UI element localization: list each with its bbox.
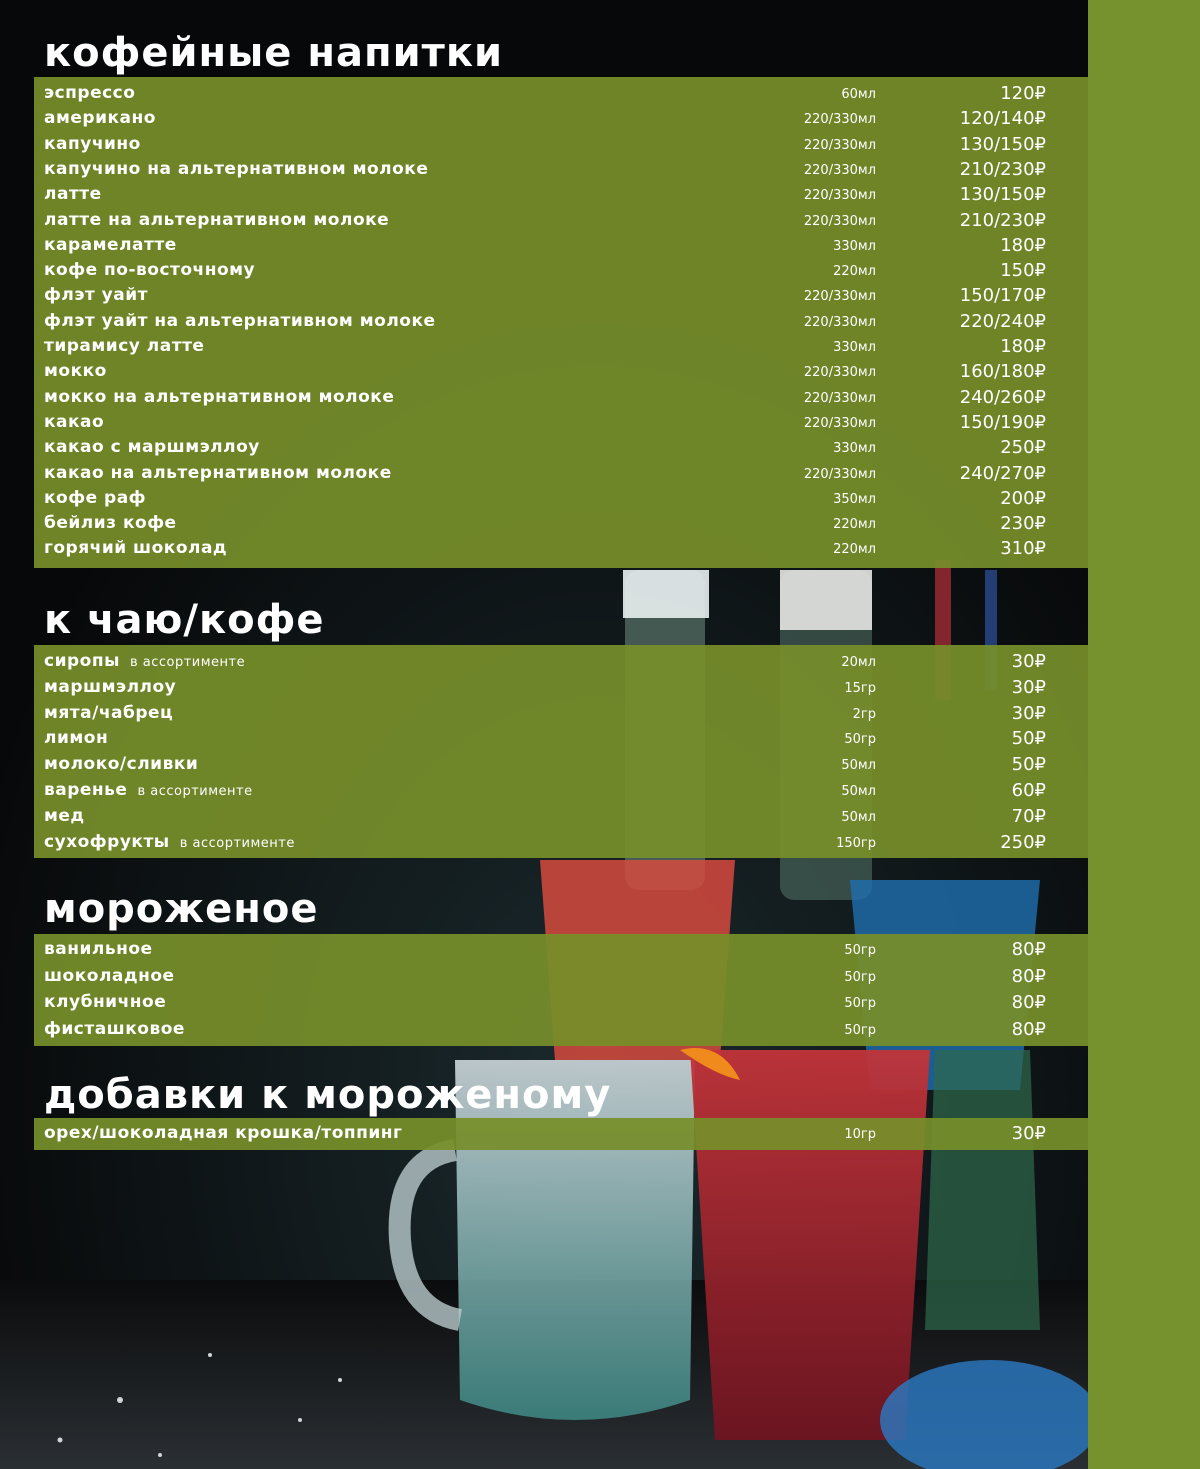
menu-item [34, 334, 1088, 359]
menu-item-volume: 50гр [844, 969, 876, 985]
menu-item-volume: 50мл [841, 758, 876, 774]
menu-item-price: 120₽ [1000, 83, 1046, 104]
menu-item-price: 240/270₽ [959, 462, 1046, 484]
menu-item-volume: 220/330мл [803, 188, 876, 204]
menu-item [34, 435, 1088, 460]
menu-item-name: латте на альтернативном молоке [44, 209, 390, 230]
menu-item-volume: 330мл [833, 340, 876, 355]
menu-item [34, 208, 1088, 233]
menu-item-price: 250₽ [1000, 831, 1046, 853]
menu-item-name: латте [44, 184, 102, 205]
menu-item [34, 536, 1088, 561]
menu-item [34, 511, 1088, 536]
menu-item [34, 258, 1088, 283]
menu-item-price: 80₽ [1011, 965, 1046, 987]
section-title-ice-cream: мороженое [44, 886, 319, 932]
menu-item [34, 182, 1088, 207]
menu-item-price: 30₽ [1011, 702, 1046, 724]
side-accent-strip [1088, 0, 1200, 1469]
menu-item-name: капучино [44, 133, 141, 154]
menu-item [34, 726, 1088, 751]
menu-item-name: орех/шоколадная крошка/топпинг [44, 1123, 403, 1143]
section-title-tea-extras: к чаю/кофе [44, 597, 325, 643]
menu-item-volume: 220/330мл [803, 112, 876, 128]
menu-item [34, 804, 1088, 829]
menu-item [34, 359, 1088, 384]
menu-item-volume: 150гр [836, 835, 876, 851]
menu-item-volume: 350мл [833, 491, 876, 507]
menu-item-price: 30₽ [1011, 651, 1046, 672]
menu-item-name: горячий шоколад [44, 538, 228, 559]
menu-item-volume: 220/330мл [803, 289, 876, 305]
menu-item-volume: 50мл [841, 784, 876, 799]
menu-item-name: ванильное [44, 939, 153, 959]
menu-item-volume: 330мл [833, 238, 876, 254]
menu-item-price: 210/230₽ [959, 209, 1046, 231]
menu-item-price: 250₽ [1000, 437, 1046, 459]
menu-item-price: 180₽ [1000, 234, 1046, 256]
menu-item [34, 283, 1088, 308]
menu-item-name: эспрессо [44, 83, 136, 103]
menu-item-volume: 2гр [852, 706, 876, 722]
menu-item [34, 1121, 1088, 1146]
menu-item [34, 233, 1088, 258]
menu-item-price: 30₽ [1011, 1123, 1046, 1144]
toppings-menu-band [34, 1118, 1088, 1150]
menu-item-volume: 220мл [833, 542, 876, 558]
menu-item-price: 210/230₽ [959, 158, 1046, 180]
menu-item [34, 778, 1088, 803]
menu-item [34, 990, 1088, 1015]
menu-item-volume: 220мл [833, 264, 876, 280]
menu-item-price: 230₽ [1000, 513, 1046, 535]
menu-item-price: 200₽ [1000, 487, 1046, 509]
menu-item-price: 160/180₽ [959, 361, 1046, 383]
menu-item [34, 309, 1088, 334]
menu-item [34, 675, 1088, 700]
menu-item-name: какао с маршмэллоу [44, 437, 260, 458]
menu-item-price: 240/260₽ [959, 386, 1046, 408]
menu-item [34, 410, 1088, 435]
menu-item [34, 649, 1088, 674]
menu-item-price: 80₽ [1011, 992, 1046, 1013]
menu-item-name: лимон [44, 728, 109, 749]
menu-item-volume: 50гр [844, 732, 876, 748]
menu-item-name: какао [44, 411, 105, 432]
menu-item-name: мята/чабрец [44, 702, 174, 723]
menu-item-volume: 60мл [841, 87, 876, 102]
menu-item-volume: 220/330мл [803, 137, 876, 153]
menu-item [34, 830, 1088, 855]
menu-item-name: мед [44, 805, 85, 826]
menu-item-name: тирамису латте [44, 336, 205, 356]
menu-item-price: 150/190₽ [959, 411, 1046, 433]
menu-item-price: 130/150₽ [959, 133, 1046, 155]
menu-item-price: 150/170₽ [959, 285, 1046, 307]
menu-item-volume: 50гр [844, 943, 876, 958]
menu-item [34, 486, 1088, 511]
menu-item-volume: 220мл [833, 517, 876, 533]
menu-item-name: кофе раф [44, 487, 147, 508]
menu-item [34, 964, 1088, 989]
menu-item-name: шоколадное [44, 965, 175, 986]
menu-item-volume: 10гр [844, 1127, 876, 1142]
menu-item [34, 132, 1088, 157]
menu-item-name: молоко/сливки [44, 754, 199, 775]
menu-item-price: 50₽ [1011, 754, 1046, 776]
menu-item-name: маршмэллоу [44, 676, 177, 697]
menu-item-name: капучино на альтернативном молоке [44, 158, 429, 179]
menu-item-volume: 50гр [844, 1022, 876, 1038]
menu-item-price: 180₽ [1000, 336, 1046, 357]
menu-item-name: фисташковое [44, 1018, 185, 1039]
ice-cream-menu-band [34, 934, 1088, 1046]
menu-item-price: 80₽ [1011, 939, 1046, 960]
menu-item-name: варенье в ассортименте [44, 780, 253, 800]
menu-item [34, 81, 1088, 106]
menu-item-price: 150₽ [1000, 260, 1046, 282]
menu-item-volume: 220/330мл [803, 390, 876, 406]
menu-item-volume: 220/330мл [803, 213, 876, 229]
menu-item [34, 385, 1088, 410]
menu-item-name: кофе по-восточному [44, 260, 256, 281]
menu-item-volume: 330мл [833, 441, 876, 457]
menu-item-name: бейлиз кофе [44, 513, 177, 534]
menu-item [34, 701, 1088, 726]
menu-item-name: мокко [44, 361, 107, 382]
menu-item-name: какао на альтернативном молоке [44, 462, 392, 483]
menu-item-price: 220/240₽ [959, 310, 1046, 332]
menu-item-name: клубничное [44, 992, 167, 1012]
menu-item-price: 130/150₽ [959, 184, 1046, 206]
menu-item-volume: 15гр [844, 680, 876, 696]
menu-item-name: сиропы в ассортименте [44, 651, 246, 671]
menu-item-note: в ассортименте [137, 784, 253, 799]
menu-item-volume: 220/330мл [803, 365, 876, 381]
menu-item-price: 70₽ [1011, 805, 1046, 827]
menu-item-name: карамелатте [44, 234, 177, 255]
menu-item [34, 461, 1088, 486]
menu-item-name: флэт уайт на альтернативном молоке [44, 310, 436, 331]
menu-item [34, 752, 1088, 777]
menu-item [34, 106, 1088, 131]
menu-item-volume: 50гр [844, 996, 876, 1011]
menu-item-name: флэт уайт [44, 285, 148, 306]
menu-item-price: 50₽ [1011, 728, 1046, 750]
menu-item-volume: 220/330мл [803, 415, 876, 431]
menu-item-volume: 220/330мл [803, 466, 876, 482]
menu-item-volume: 220/330мл [803, 162, 876, 178]
menu-item-volume: 20мл [841, 655, 876, 670]
section-title-coffee: кофейные напитки [44, 30, 503, 76]
menu-item-note: в ассортименте [179, 835, 295, 851]
menu-item-price: 310₽ [1000, 538, 1046, 560]
menu-item-volume: 220/330мл [803, 314, 876, 330]
menu-item-price: 60₽ [1011, 780, 1046, 801]
menu-item-name: сухофрукты в ассортименте [44, 831, 295, 852]
menu-item-price: 80₽ [1011, 1018, 1046, 1040]
menu-item-name: американо [44, 108, 156, 129]
menu-item-price: 120/140₽ [959, 108, 1046, 130]
coffee-menu-band [34, 77, 1088, 568]
menu-item-note: в ассортименте [129, 655, 246, 670]
tea-extras-menu-band [34, 645, 1088, 858]
menu-item-name: мокко на альтернативном молоке [44, 386, 395, 407]
menu-item-price: 30₽ [1011, 676, 1046, 698]
section-title-toppings: добавки к мороженому [44, 1072, 612, 1118]
menu-item-volume: 50мл [841, 809, 876, 825]
menu-item [34, 1017, 1088, 1042]
menu-item [34, 157, 1088, 182]
menu-item [34, 937, 1088, 962]
